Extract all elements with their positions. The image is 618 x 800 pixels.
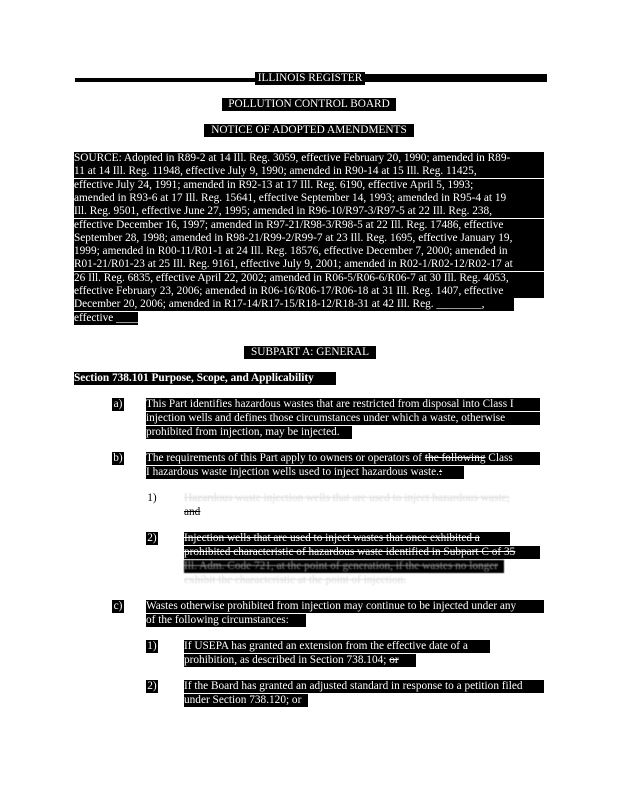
para-b-line-2-deleted: : [439,466,443,478]
para-b1-line-2: and [184,506,214,519]
para-b-line-2-text: I hazardous waste injection wells used to inject hazardous waste. [146,466,439,478]
source-line: R01-21/R01-23 at 25 Ill. Reg. 9161, effective July 9, 2001; amended in R02-1/R02-12/R02-17 at [74,258,544,271]
para-a-line-1: This Part identifies hazardous wastes that are restricted from disposal into Class I [146,398,540,411]
para-b1-line-1: Hazardous waste injection wells that are used to inject hazardous waste; [184,492,540,505]
para-c-line-1: Wastes otherwise prohibited from injection may continue to be injected under any [146,600,544,613]
source-line: 11 at 14 Ill. Reg. 11948, effective July 9, 1990; amended in R90-14 at 15 Ill. Reg. 11425, [74,165,544,178]
para-a-line-3: prohibited from injection, may be injected. [146,426,352,439]
source-line: SOURCE: Adopted in R89-2 at 14 Ill. Reg. 3059, effective February 20, 1990; amended in R89- [74,152,544,165]
para-c2-line-2: under Section 738.120; or [184,694,308,707]
para-c1-line-1: If USEPA has granted an extension from the effective date of a [184,640,490,653]
para-c2-line-1: If the Board has granted an adjusted standard in response to a petition filed [184,680,544,693]
header-rule-right [365,74,547,82]
source-line: effective July 24, 1991; amended in R92-13 at 17 Ill. Reg. 6190, effective April 5, 1993; [74,179,544,192]
para-b-line-1-text: The requirements of this Part apply to owners or operators of [146,452,425,464]
board-title: POLLUTION CONTROL BOARD [222,98,396,111]
subpart-heading: SUBPART A: GENERAL [244,346,376,359]
para-a-line-2: injection wells and defines those circumstances under which a waste, otherwise [146,412,540,425]
para-b-line-1-end: Class [485,452,513,464]
para-c1-deleted-or: or [389,654,399,666]
source-line: effective December 16, 1997; amended in R97-21/R98-3/R98-5 at 22 Ill. Reg. 17486, effective [74,219,544,232]
source-line: September 28, 1998; amended in R98-21/R99-2/R99-7 at 23 Ill. Reg. 1695, effective January 19, [74,232,544,245]
para-b-label: b) [113,452,123,464]
source-line: amended in R93-6 at 17 Ill. Reg. 15641, effective September 14, 1993; amended in R95-4 at 19 [74,192,544,205]
register-title: ILLINOIS REGISTER [255,72,365,85]
source-line: 26 Ill. Reg. 6835, effective April 22, 2002; amended in R06-5/R06-6/R06-7 at 30 Ill. Reg. 4053, [74,272,544,285]
para-b1-label: 1) [147,492,157,504]
source-line: effective February 23, 2006; amended in R06-16/R06-17/R06-18 at 31 Ill. Reg. 1407, effective [74,285,544,298]
section-title: Section 738.101 Purpose, Scope, and Applicability [74,372,336,385]
source-line: December 20, 2006; amended in R17-14/R17-15/R18-12/R18-31 at 42 Ill. Reg. ________, [74,298,514,311]
para-b2-line-2: prohibited characteristic of hazardous waste identified in Subpart C of 35 [184,546,540,559]
para-b2-label: 2) [147,532,157,544]
source-line: 1999; amended in R00-11/R01-1 at 24 Ill. Reg. 18576, effective December 7, 2000; amended in [74,245,544,258]
para-b-deleted-text: the following [424,452,486,464]
para-c1-label: 1) [147,640,157,652]
para-c1-line-2 [184,654,416,667]
para-b2-line-1: Injection wells that are used to inject wastes that once exhibited a [184,532,510,545]
para-c-line-2: of the following circumstances: [146,614,306,627]
para-b2-line-4: exhibit the characteristic at the point of injection. [184,574,428,587]
para-c2-label: 2) [147,680,157,692]
para-b-line-1 [146,452,540,465]
para-b-line-2 [146,466,464,479]
para-c-label: c) [113,600,123,612]
para-b2-line-3: Ill. Adm. Code 721, at the point of generation, if the wastes no longer [184,560,504,573]
source-line: effective ____________________. [74,311,232,324]
source-line: Ill. Reg. 9501, effective June 27, 1995; amended in R96-10/R97-3/R97-5 at 22 Ill. Reg. 238, [74,205,544,218]
notice-title: NOTICE OF ADOPTED AMENDMENTS [204,124,414,137]
para-c1-line-2-text: prohibition, as described in Section 738.104; [184,654,390,666]
header-rule-left [75,78,255,82]
para-a-label: a) [113,398,123,410]
